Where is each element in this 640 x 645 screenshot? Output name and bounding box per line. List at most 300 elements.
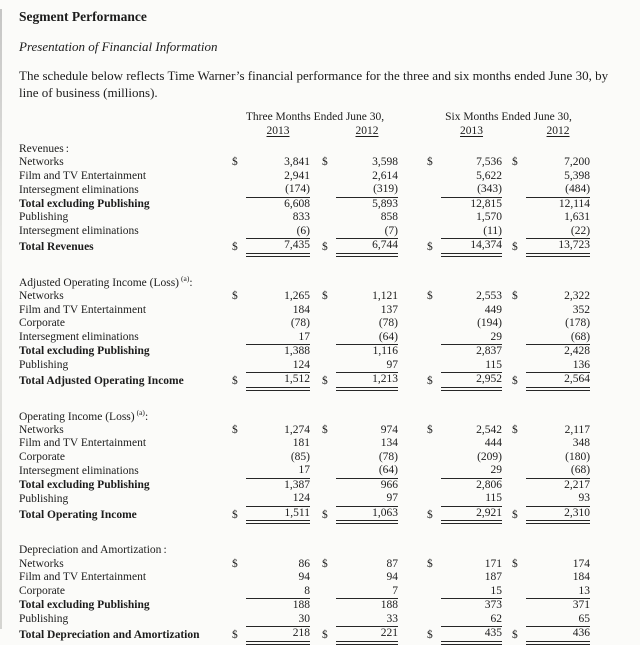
column-gap	[502, 558, 512, 572]
column-gap	[502, 627, 512, 643]
value-cell: (64)	[336, 464, 398, 478]
value-cell: (64)	[336, 331, 398, 345]
value-cell: (7)	[336, 225, 398, 239]
value-cell: 1,274	[284, 423, 310, 436]
value-cell: 124	[246, 359, 310, 373]
value-cell: 115	[441, 359, 502, 373]
dollar-sign	[322, 331, 336, 345]
column-gap	[398, 304, 427, 318]
column-gap	[398, 451, 427, 465]
column-gap	[310, 197, 322, 211]
value-cell: (343)	[441, 183, 502, 197]
value-cell: 171	[484, 557, 503, 570]
value-cell: (178)	[565, 317, 591, 330]
dollar-sign	[427, 345, 441, 359]
column-gap	[310, 359, 322, 373]
dollar-sign	[427, 317, 441, 331]
dollar-sign	[232, 170, 246, 184]
value-cell: 1,388	[284, 345, 310, 358]
table-row	[19, 478, 590, 492]
table-row	[19, 211, 590, 225]
column-gap	[398, 558, 427, 572]
dollar-sign	[322, 571, 336, 585]
column-gap	[310, 558, 322, 572]
value-cell: 184	[572, 571, 591, 584]
section-spacer	[19, 522, 590, 539]
column-gap	[502, 183, 512, 197]
value-cell: 2,310	[526, 506, 590, 522]
dollar-sign	[512, 571, 526, 585]
column-gap	[398, 506, 427, 522]
dollar-sign	[322, 170, 336, 184]
row-label: Corporate	[19, 317, 65, 330]
row-label: Total excluding Publishing	[19, 197, 150, 210]
dollar-sign: $	[512, 375, 518, 388]
row-label: Intersegment eliminations	[19, 183, 139, 196]
dollar-sign	[512, 613, 526, 627]
dollar-sign: $	[427, 156, 433, 169]
table-row	[19, 290, 590, 304]
value-cell: 13,723	[526, 239, 590, 255]
value-cell: 87	[386, 557, 399, 570]
table-row	[19, 239, 590, 255]
value-cell: (68)	[526, 464, 590, 478]
value-cell: 218	[246, 627, 310, 643]
column-gap	[398, 211, 427, 225]
section-header-row	[19, 272, 590, 290]
row-label: Total Depreciation and Amortization	[19, 629, 200, 642]
value-cell: 6,744	[336, 239, 398, 255]
dollar-sign	[232, 331, 246, 345]
dollar-sign	[512, 492, 526, 506]
dollar-sign	[427, 571, 441, 585]
value-cell: 858	[380, 211, 399, 224]
column-gap	[398, 331, 427, 345]
dollar-sign	[232, 492, 246, 506]
value-cell: 2,952	[441, 373, 502, 389]
value-cell: 435	[441, 627, 502, 643]
label-column-spacer	[19, 110, 232, 124]
row-label: Intersegment eliminations	[19, 331, 139, 344]
dollar-sign	[512, 211, 526, 225]
value-cell: 2,614	[372, 169, 399, 182]
value-cell: 2,428	[564, 345, 591, 358]
column-gap	[398, 437, 427, 451]
column-gap	[398, 239, 427, 255]
row-label: Total Revenues	[19, 241, 94, 254]
column-gap	[310, 239, 322, 255]
value-cell: 6,608	[284, 197, 310, 210]
dollar-sign	[512, 317, 526, 331]
dollar-sign	[427, 478, 441, 492]
column-gap	[310, 478, 322, 492]
value-cell: 1,387	[284, 478, 310, 491]
value-cell: 94	[386, 571, 399, 584]
column-gap	[310, 437, 322, 451]
value-cell: 2,564	[526, 373, 590, 389]
dollar-sign	[232, 464, 246, 478]
dollar-sign: $	[427, 375, 433, 388]
row-label: Networks	[19, 156, 64, 169]
row-label: Total excluding Publishing	[19, 345, 150, 358]
value-cell: 62	[441, 613, 502, 627]
dollar-sign	[512, 345, 526, 359]
dollar-sign	[322, 183, 336, 197]
value-cell: 444	[484, 437, 503, 450]
value-cell: 436	[526, 627, 590, 643]
value-cell: 134	[380, 437, 399, 450]
row-label: Total Operating Income	[19, 508, 137, 521]
dollar-sign	[427, 331, 441, 345]
value-cell: 29	[441, 464, 502, 478]
table-row	[19, 585, 590, 599]
value-cell: (78)	[378, 317, 399, 330]
value-cell: 2,553	[476, 290, 503, 303]
dollar-sign: $	[322, 156, 328, 169]
footnote-marker: (a)	[181, 273, 190, 283]
value-cell: 5,398	[564, 169, 591, 182]
value-cell: 1,265	[284, 290, 310, 303]
column-gap	[502, 506, 512, 522]
dollar-sign	[512, 170, 526, 184]
section-header-colon: :	[163, 544, 167, 557]
value-cell: (174)	[246, 183, 310, 197]
dollar-sign	[512, 331, 526, 345]
value-cell: 449	[484, 303, 503, 316]
dollar-sign: $	[232, 241, 238, 254]
value-cell: 833	[292, 211, 310, 224]
value-cell: 94	[298, 571, 310, 584]
value-cell: 5,622	[476, 169, 503, 182]
dollar-sign	[322, 359, 336, 373]
value-cell: 137	[380, 303, 399, 316]
year-header-6m-2012: 2012	[546, 125, 570, 137]
value-cell: 373	[484, 599, 503, 612]
dollar-sign	[322, 345, 336, 359]
value-cell: 1,063	[336, 506, 398, 522]
value-cell: 3,841	[284, 156, 310, 169]
value-cell: (209)	[477, 450, 503, 463]
section-header-label: Operating Income (Loss)	[19, 410, 135, 423]
dollar-sign: $	[232, 557, 238, 570]
value-cell: (11)	[441, 225, 502, 239]
column-gap	[310, 331, 322, 345]
value-cell: 184	[292, 303, 310, 316]
value-cell: 115	[441, 492, 502, 506]
column-gap	[310, 373, 322, 389]
table-row	[19, 156, 590, 170]
value-cell: (78)	[378, 450, 399, 463]
value-cell: 136	[526, 359, 590, 373]
column-gap	[310, 585, 322, 599]
value-cell: 2,117	[564, 423, 591, 436]
value-cell: (22)	[526, 225, 590, 239]
dollar-sign	[427, 451, 441, 465]
value-cell: 30	[246, 613, 310, 627]
segment-performance-table	[19, 110, 590, 645]
dollar-sign	[427, 183, 441, 197]
table-row	[19, 627, 590, 643]
table-row	[19, 345, 590, 359]
table-row	[19, 464, 590, 478]
column-gap	[398, 183, 427, 197]
dollar-sign	[322, 492, 336, 506]
value-cell: 1,631	[564, 211, 591, 224]
column-gap	[310, 290, 322, 304]
table-row	[19, 317, 590, 331]
value-cell: 7,200	[564, 156, 591, 169]
value-cell: 974	[380, 423, 399, 436]
table-row	[19, 451, 590, 465]
footnote-marker: (a)	[136, 407, 145, 417]
dollar-sign	[322, 478, 336, 492]
value-cell: (484)	[526, 183, 590, 197]
table-row	[19, 437, 590, 451]
value-cell: (6)	[246, 225, 310, 239]
column-gap	[502, 373, 512, 389]
value-cell: 2,806	[476, 478, 503, 491]
dollar-sign	[512, 478, 526, 492]
table-row	[19, 558, 590, 572]
column-gap	[502, 424, 512, 438]
year-header-3m-2013: 2013	[266, 125, 290, 137]
column-gap	[398, 478, 427, 492]
dollar-sign	[512, 437, 526, 451]
value-cell: 124	[246, 492, 310, 506]
dollar-sign	[322, 304, 336, 318]
column-gap	[502, 451, 512, 465]
row-label: Intersegment eliminations	[19, 464, 139, 477]
column-gap	[398, 225, 427, 239]
table-row	[19, 424, 590, 438]
column-gap	[502, 317, 512, 331]
column-gap	[310, 183, 322, 197]
dollar-sign	[232, 317, 246, 331]
table-row	[19, 331, 590, 345]
value-cell: 2,542	[476, 423, 503, 436]
column-gap	[310, 225, 322, 239]
row-label: Networks	[19, 290, 64, 303]
column-gap	[502, 239, 512, 255]
column-gap	[502, 345, 512, 359]
dollar-sign: $	[322, 375, 328, 388]
column-gap	[310, 492, 322, 506]
column-gap	[502, 599, 512, 613]
dollar-sign	[232, 571, 246, 585]
column-gap	[502, 211, 512, 225]
row-label: Total Adjusted Operating Income	[19, 375, 184, 388]
dollar-sign	[427, 585, 441, 599]
table-row	[19, 492, 590, 506]
value-cell: 187	[484, 571, 503, 584]
dollar-sign	[322, 211, 336, 225]
dollar-sign	[232, 345, 246, 359]
row-label: Total excluding Publishing	[19, 599, 150, 612]
dollar-sign: $	[232, 290, 238, 303]
section-header-row	[19, 138, 590, 156]
value-cell: 17	[246, 331, 310, 345]
value-cell: 2,941	[284, 169, 310, 182]
column-gap	[398, 373, 427, 389]
dollar-sign	[322, 599, 336, 613]
value-cell: 1,511	[246, 506, 310, 522]
dollar-sign: $	[232, 375, 238, 388]
value-cell: 1,512	[246, 373, 310, 389]
dollar-sign	[427, 211, 441, 225]
value-cell: 12,114	[558, 197, 591, 210]
column-gap	[502, 464, 512, 478]
value-cell: 29	[441, 331, 502, 345]
dollar-sign: $	[232, 423, 238, 436]
column-gap	[398, 464, 427, 478]
row-label: Film and TV Entertainment	[19, 437, 147, 450]
value-cell: 352	[572, 303, 591, 316]
value-cell: 2,322	[564, 290, 591, 303]
dollar-sign	[512, 225, 526, 239]
table-row	[19, 599, 590, 613]
row-label: Corporate	[19, 450, 65, 463]
value-cell: 12,815	[470, 197, 503, 210]
dollar-sign	[322, 585, 336, 599]
value-cell: 1,121	[372, 290, 399, 303]
value-cell: 2,217	[564, 478, 591, 491]
section-header-label: Revenues	[19, 142, 64, 155]
value-cell: 5,893	[372, 197, 399, 210]
value-cell: (85)	[290, 450, 310, 463]
table-row	[19, 506, 590, 522]
column-gap	[310, 424, 322, 438]
dollar-sign: $	[427, 629, 433, 642]
dollar-sign	[512, 451, 526, 465]
value-cell: 188	[292, 599, 310, 612]
row-label: Total excluding Publishing	[19, 478, 150, 491]
dollar-sign: $	[322, 423, 328, 436]
dollar-sign: $	[512, 156, 518, 169]
dollar-sign: $	[512, 629, 518, 642]
column-gap	[310, 317, 322, 331]
dollar-sign	[512, 585, 526, 599]
dollar-sign	[322, 451, 336, 465]
dollar-sign: $	[512, 557, 518, 570]
row-label: Corporate	[19, 585, 65, 598]
dollar-sign	[427, 170, 441, 184]
table-row	[19, 170, 590, 184]
column-gap	[398, 345, 427, 359]
column-gap	[502, 478, 512, 492]
value-cell: 966	[380, 478, 399, 491]
value-cell: 1,570	[476, 211, 503, 224]
row-label: Film and TV Entertainment	[19, 169, 147, 182]
column-gap	[310, 464, 322, 478]
row-label: Intersegment eliminations	[19, 225, 139, 238]
column-gap	[310, 345, 322, 359]
value-cell: 33	[336, 613, 398, 627]
column-gap	[398, 170, 427, 184]
year-header-row	[19, 124, 590, 138]
dollar-sign	[322, 225, 336, 239]
row-label: Networks	[19, 423, 64, 436]
section-header-row	[19, 406, 590, 424]
value-cell: 13	[526, 585, 590, 599]
column-gap	[310, 506, 322, 522]
column-gap	[398, 585, 427, 599]
row-label: Publishing	[19, 613, 69, 626]
value-cell: 86	[298, 557, 310, 570]
value-cell: 181	[292, 437, 310, 450]
column-group-row	[19, 110, 590, 124]
row-label: Publishing	[19, 492, 69, 505]
value-cell: 2,921	[441, 506, 502, 522]
row-label: Film and TV Entertainment	[19, 303, 147, 316]
year-header-6m-2013: 2013	[460, 125, 484, 137]
dollar-sign: $	[512, 508, 518, 521]
dollar-sign: $	[322, 290, 328, 303]
value-cell: 97	[336, 359, 398, 373]
dollar-sign	[512, 464, 526, 478]
column-gap	[502, 585, 512, 599]
row-label: Publishing	[19, 211, 69, 224]
dollar-sign: $	[322, 557, 328, 570]
dollar-sign	[427, 197, 441, 211]
column-gap	[502, 359, 512, 373]
dollar-sign: $	[512, 423, 518, 436]
dollar-sign	[427, 225, 441, 239]
table-row	[19, 373, 590, 389]
column-gap	[502, 197, 512, 211]
column-gap	[310, 211, 322, 225]
column-gap	[502, 304, 512, 318]
row-label: Publishing	[19, 359, 69, 372]
value-cell: 17	[246, 464, 310, 478]
column-gap	[398, 613, 427, 627]
table-row	[19, 613, 590, 627]
dollar-sign: $	[232, 508, 238, 521]
dollar-sign: $	[427, 241, 433, 254]
value-cell: 1,213	[336, 373, 398, 389]
dollar-sign	[427, 599, 441, 613]
dollar-sign: $	[427, 508, 433, 521]
dollar-sign: $	[427, 557, 433, 570]
value-cell: (194)	[477, 317, 503, 330]
dollar-sign	[322, 464, 336, 478]
column-gap	[398, 317, 427, 331]
section-header-label: Depreciation and Amortization	[19, 544, 162, 557]
section-header-colon: :	[65, 142, 69, 155]
group-gap	[398, 110, 427, 124]
dollar-sign	[232, 613, 246, 627]
dollar-sign	[427, 359, 441, 373]
column-gap	[310, 613, 322, 627]
column-gap	[398, 156, 427, 170]
column-gap	[310, 599, 322, 613]
dollar-sign	[512, 197, 526, 211]
column-gap	[502, 492, 512, 506]
financial-table-body	[19, 138, 590, 643]
value-cell: 97	[336, 492, 398, 506]
column-gap	[398, 599, 427, 613]
dollar-sign	[512, 183, 526, 197]
column-gap	[310, 627, 322, 643]
column-gap	[502, 437, 512, 451]
dollar-sign	[232, 437, 246, 451]
dollar-sign: $	[322, 629, 328, 642]
column-gap	[502, 331, 512, 345]
value-cell: (180)	[565, 450, 591, 463]
dollar-sign	[232, 183, 246, 197]
value-cell: 3,598	[372, 156, 399, 169]
dollar-sign	[427, 437, 441, 451]
dollar-sign	[427, 613, 441, 627]
